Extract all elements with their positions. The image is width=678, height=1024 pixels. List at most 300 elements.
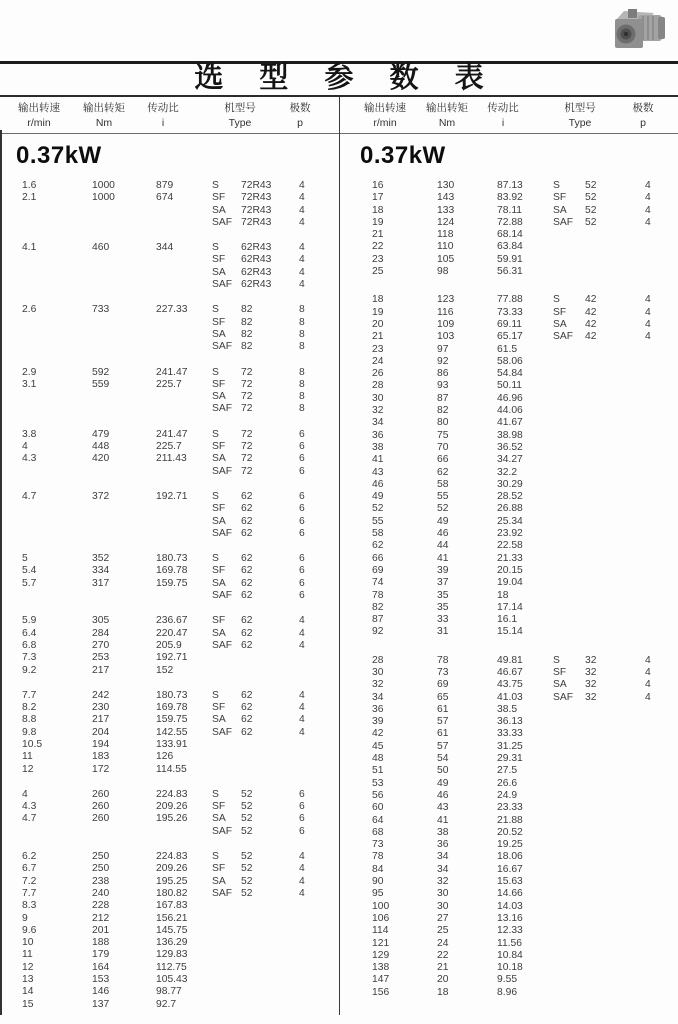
ratio-cell: 133.91: [156, 738, 188, 750]
header-speed-left: [4, 101, 74, 131]
speed-cell: 8.2: [22, 702, 37, 714]
torque-cell: 270: [92, 639, 110, 651]
ratio-cell: 205.9: [156, 639, 182, 651]
poles-cell: 4: [299, 714, 305, 726]
ratio-cell: 16.1: [497, 614, 518, 626]
model-size-cell: 62: [241, 577, 253, 589]
table-row: [340, 577, 678, 589]
header-poles-unit: p: [640, 117, 646, 129]
torque-cell: 43: [437, 802, 449, 814]
poles-cell: 8: [299, 316, 305, 328]
data-block: [0, 851, 339, 1011]
page-title: 选 型 参 数 表: [194, 62, 498, 94]
model-prefix-cell: SAF: [212, 216, 233, 228]
speed-cell: 69: [372, 564, 384, 576]
table-row: [0, 242, 339, 254]
model-size-cell: 32: [585, 666, 597, 678]
model-prefix-cell: SA: [212, 391, 226, 403]
torque-cell: 18: [437, 986, 449, 998]
table-row: [340, 839, 678, 851]
torque-cell: 242: [92, 689, 110, 701]
torque-cell: 46: [437, 789, 449, 801]
torque-cell: 54: [437, 753, 449, 765]
speed-cell: 78: [372, 851, 384, 863]
speed-cell: 53: [372, 777, 384, 789]
table-row: [0, 640, 339, 652]
header-speed-right: [350, 101, 420, 131]
speed-cell: 1.6: [22, 180, 37, 191]
table-row: [340, 241, 678, 253]
model-prefix-cell: S: [553, 294, 560, 306]
torque-cell: 41: [437, 552, 449, 564]
model-size-cell: 72: [241, 465, 253, 477]
speed-cell: 46: [372, 478, 384, 490]
ratio-cell: 54.84: [497, 368, 523, 380]
ratio-cell: 77.88: [497, 294, 523, 306]
torque-cell: 31: [437, 626, 449, 638]
torque-cell: 305: [92, 615, 110, 627]
table-row: [340, 467, 678, 479]
model-prefix-cell: SF: [212, 254, 226, 266]
ratio-cell: 29.31: [497, 753, 523, 765]
speed-cell: 32: [372, 679, 384, 691]
poles-cell: 4: [299, 639, 305, 651]
speed-cell: 73: [372, 839, 384, 851]
torque-cell: 92: [437, 355, 449, 367]
speed-cell: 21: [372, 331, 384, 343]
ratio-cell: 31.25: [497, 740, 523, 752]
model-size-cell: 52: [241, 851, 253, 863]
table-row: [340, 553, 678, 565]
table-row: [340, 540, 678, 552]
table-row: [340, 938, 678, 950]
header-speed-unit: r/min: [373, 117, 397, 129]
data-block: [0, 615, 339, 676]
torque-cell: 57: [437, 740, 449, 752]
speed-cell: 121: [372, 937, 390, 949]
model-size-cell: 52: [585, 216, 597, 228]
poles-cell: 4: [299, 279, 305, 291]
ratio-cell: 49.81: [497, 654, 523, 666]
poles-cell: 6: [299, 590, 305, 602]
table-row: [0, 764, 339, 776]
ratio-cell: 145.75: [156, 924, 188, 936]
torque-cell: 20: [437, 974, 449, 986]
model-size-cell: 62: [241, 689, 253, 701]
table-row: [340, 368, 678, 380]
ratio-cell: 38.98: [497, 429, 523, 441]
model-prefix-cell: S: [212, 851, 219, 863]
ratio-cell: 10.18: [497, 962, 523, 974]
header-ratio-left: [128, 101, 198, 131]
model-size-cell: 62R43: [241, 266, 272, 278]
speed-cell: 11: [22, 751, 33, 763]
model-prefix-cell: SF: [553, 192, 567, 204]
model-size-cell: 62: [241, 615, 253, 627]
torque-cell: 30: [437, 900, 449, 912]
speed-cell: 30: [372, 666, 384, 678]
torque-cell: 110: [437, 241, 454, 253]
torque-cell: 86: [437, 368, 449, 380]
header-model-label: 机型号: [224, 102, 256, 114]
torque-cell: 137: [92, 998, 110, 1010]
table-row: [340, 851, 678, 863]
table-row: [340, 602, 678, 614]
torque-cell: 37: [437, 577, 449, 589]
speed-cell: 3.8: [22, 428, 37, 440]
speed-cell: 4.1: [22, 242, 37, 254]
ratio-cell: 192.71: [156, 490, 188, 502]
ratio-cell: 180.82: [156, 887, 188, 899]
table-row: [340, 356, 678, 368]
speed-cell: 15: [22, 998, 34, 1010]
table-row: [0, 751, 339, 763]
table-row: [0, 516, 339, 528]
table-row: [0, 429, 339, 441]
table-row: [340, 614, 678, 626]
speed-cell: 138: [372, 962, 390, 974]
torque-cell: 1000: [92, 192, 115, 204]
speed-cell: 156: [372, 986, 390, 998]
speed-cell: 34: [372, 417, 384, 429]
model-prefix-cell: SA: [553, 679, 567, 691]
speed-cell: 7.2: [22, 875, 37, 887]
ratio-cell: 180.73: [156, 553, 188, 565]
torque-cell: 38: [437, 826, 449, 838]
table-row: [0, 180, 339, 192]
data-block: [340, 180, 678, 278]
speed-cell: 100: [372, 900, 390, 912]
ratio-cell: 25.34: [497, 515, 523, 527]
model-size-cell: 62: [241, 490, 253, 502]
table-row: [0, 441, 339, 453]
table-row: [0, 925, 339, 937]
poles-cell: 4: [299, 689, 305, 701]
model-prefix-cell: SAF: [212, 341, 233, 353]
model-size-cell: 82: [241, 328, 253, 340]
model-size-cell: 62R43: [241, 242, 272, 254]
header-torque-unit: Nm: [438, 117, 456, 129]
speed-cell: 55: [372, 515, 384, 527]
table-row: [340, 319, 678, 331]
ratio-cell: 241.47: [156, 366, 188, 378]
table-row: [0, 615, 339, 627]
model-prefix-cell: S: [553, 654, 560, 666]
table-body-right: [340, 180, 678, 999]
speed-cell: 7.3: [22, 652, 37, 664]
ratio-cell: 36.52: [497, 441, 523, 453]
torque-cell: 260: [92, 813, 110, 825]
table-row: [0, 367, 339, 379]
table-row: [340, 192, 678, 204]
header-model-unit: Type: [568, 117, 592, 129]
torque-cell: 479: [92, 428, 110, 440]
poles-cell: 4: [299, 627, 305, 639]
model-prefix-cell: SF: [553, 306, 567, 318]
poles-cell: 4: [299, 875, 305, 887]
speed-cell: 78: [372, 589, 384, 601]
speed-cell: 10: [22, 937, 34, 949]
table-row: [340, 741, 678, 753]
torque-cell: 420: [92, 453, 110, 465]
ratio-cell: 28.52: [497, 491, 523, 503]
torque-cell: 55: [437, 491, 449, 503]
model-size-cell: 72R43: [241, 216, 272, 228]
model-prefix-cell: SAF: [212, 527, 233, 539]
ratio-cell: 21.88: [497, 814, 523, 826]
table-row: [0, 739, 339, 751]
table-row: [0, 665, 339, 677]
torque-cell: 118: [437, 229, 454, 241]
model-prefix-cell: SF: [212, 801, 226, 813]
ratio-cell: 16.67: [497, 863, 523, 875]
poles-cell: 6: [299, 577, 305, 589]
ratio-cell: 18: [497, 589, 509, 601]
poles-cell: 8: [299, 304, 305, 316]
model-prefix-cell: SA: [553, 318, 567, 330]
table-row: [0, 553, 339, 565]
data-block: [340, 655, 678, 999]
speed-cell: 49: [372, 491, 384, 503]
model-size-cell: 62: [241, 639, 253, 651]
header-poles-right: [608, 101, 678, 131]
power-rating-heading: 0.37kW: [16, 142, 102, 169]
speed-cell: 4.3: [22, 801, 37, 813]
torque-cell: 58: [437, 478, 449, 490]
ratio-cell: 195.25: [156, 875, 188, 887]
model-size-cell: 32: [585, 691, 597, 703]
header-poles-label: 极数: [289, 102, 311, 114]
model-prefix-cell: SAF: [553, 331, 574, 343]
speed-cell: 8.8: [22, 714, 37, 726]
table-row: [0, 900, 339, 912]
model-size-cell: 42: [585, 294, 597, 306]
table-row: [340, 254, 678, 266]
table-row: [0, 403, 339, 415]
torque-cell: 62: [437, 466, 449, 478]
torque-cell: 212: [92, 912, 110, 924]
table-row: [0, 937, 339, 949]
model-prefix-cell: S: [212, 304, 219, 316]
ratio-cell: 38.5: [497, 703, 518, 715]
table-row: [0, 565, 339, 577]
speed-cell: 129: [372, 949, 390, 961]
table-row: [0, 813, 339, 825]
ratio-cell: 8.96: [497, 986, 518, 998]
speed-cell: 114: [372, 925, 389, 937]
ratio-cell: 14.03: [497, 900, 523, 912]
table-row: [340, 180, 678, 192]
ratio-cell: 22.58: [497, 540, 523, 552]
table-row: [0, 304, 339, 316]
torque-cell: 164: [92, 961, 110, 973]
torque-cell: 260: [92, 788, 110, 800]
model-size-cell: 72R43: [241, 192, 272, 204]
table-row: [0, 317, 339, 329]
table-row: [340, 925, 678, 937]
speed-cell: 19: [372, 306, 384, 318]
torque-cell: 35: [437, 601, 449, 613]
model-size-cell: 52: [241, 875, 253, 887]
torque-cell: 133: [437, 204, 455, 216]
speed-cell: 12: [22, 961, 34, 973]
ratio-cell: 209.26: [156, 863, 188, 875]
table-row: [340, 491, 678, 503]
ratio-cell: 209.26: [156, 801, 188, 813]
speed-cell: 84: [372, 863, 384, 875]
ratio-cell: 136.29: [156, 937, 188, 949]
table-row: [340, 655, 678, 667]
model-size-cell: 52: [241, 887, 253, 899]
power-rating-heading: 0.37kW: [360, 142, 446, 169]
poles-cell: 4: [299, 851, 305, 863]
data-block: [0, 180, 339, 229]
poles-cell: 4: [645, 306, 651, 318]
table-row: [340, 864, 678, 876]
model-prefix-cell: SA: [212, 266, 226, 278]
ratio-cell: 195.26: [156, 813, 188, 825]
table-row: [340, 565, 678, 577]
poles-cell: 8: [299, 378, 305, 390]
torque-cell: 65: [437, 691, 449, 703]
speed-cell: 10.5: [22, 738, 43, 750]
ratio-cell: 169.78: [156, 702, 188, 714]
poles-cell: 4: [645, 331, 651, 343]
speed-cell: 87: [372, 614, 384, 626]
poles-cell: 4: [645, 691, 651, 703]
poles-cell: 6: [299, 788, 305, 800]
poles-cell: 4: [645, 679, 651, 691]
gearmotor-photo: [608, 4, 670, 58]
ratio-cell: 26.6: [497, 777, 518, 789]
table-row: [340, 974, 678, 986]
torque-cell: 317: [92, 577, 110, 589]
table-row: [340, 205, 678, 217]
poles-cell: 4: [299, 242, 305, 254]
speed-cell: 14: [22, 986, 34, 998]
ratio-cell: 10.84: [497, 949, 523, 961]
model-size-cell: 62: [241, 515, 253, 527]
speed-cell: 32: [372, 405, 384, 417]
header-torque-label: 输出转矩: [83, 102, 125, 114]
poles-cell: 4: [645, 654, 651, 666]
speed-cell: 12: [22, 763, 34, 775]
speed-cell: 4.7: [22, 490, 37, 502]
model-prefix-cell: SA: [212, 714, 226, 726]
poles-cell: 6: [299, 825, 305, 837]
ratio-cell: 105.43: [156, 974, 188, 986]
speed-cell: 45: [372, 740, 384, 752]
poles-cell: 4: [299, 615, 305, 627]
poles-cell: 6: [299, 490, 305, 502]
model-prefix-cell: SA: [212, 875, 226, 887]
speed-cell: 60: [372, 802, 384, 814]
torque-cell: 109: [437, 318, 455, 330]
ratio-cell: 220.47: [156, 627, 188, 639]
ratio-cell: 69.11: [497, 318, 523, 330]
poles-cell: 4: [645, 204, 651, 216]
ratio-cell: 23.33: [497, 802, 523, 814]
speed-cell: 42: [372, 728, 384, 740]
model-size-cell: 62: [241, 503, 253, 515]
model-prefix-cell: SAF: [212, 639, 233, 651]
model-prefix-cell: SAF: [212, 726, 233, 738]
header-speed-label: 输出转速: [18, 102, 60, 114]
table-row: [0, 652, 339, 664]
table-row: [340, 626, 678, 638]
torque-cell: 24: [437, 937, 449, 949]
poles-cell: 4: [299, 726, 305, 738]
torque-cell: 75: [437, 429, 449, 441]
ratio-cell: 13.16: [497, 912, 523, 924]
model-size-cell: 52: [585, 180, 597, 191]
torque-cell: 238: [92, 875, 110, 887]
poles-cell: 6: [299, 515, 305, 527]
table-row: [0, 590, 339, 602]
table-row: [0, 974, 339, 986]
ratio-cell: 83.92: [497, 192, 523, 204]
model-size-cell: 72R43: [241, 180, 272, 191]
speed-cell: 6.2: [22, 851, 37, 863]
torque-cell: 49: [437, 515, 449, 527]
ratio-cell: 114.55: [156, 763, 187, 775]
speed-cell: 68: [372, 826, 384, 838]
speed-cell: 6.7: [22, 863, 37, 875]
speed-cell: 28: [372, 654, 384, 666]
ratio-cell: 17.14: [497, 601, 523, 613]
table-row: [0, 949, 339, 961]
torque-cell: 188: [92, 937, 110, 949]
speed-cell: 38: [372, 441, 384, 453]
torque-cell: 592: [92, 366, 110, 378]
torque-cell: 124: [437, 216, 455, 228]
table-row: [340, 704, 678, 716]
ratio-cell: 30.29: [497, 478, 523, 490]
model-prefix-cell: SAF: [553, 216, 574, 228]
speed-cell: 74: [372, 577, 384, 589]
poles-cell: 4: [299, 266, 305, 278]
ratio-cell: 19.25: [497, 839, 523, 851]
torque-cell: 103: [437, 331, 455, 343]
poles-cell: 4: [299, 887, 305, 899]
model-prefix-cell: S: [212, 553, 219, 565]
ratio-cell: 27.5: [497, 765, 518, 777]
model-size-cell: 52: [585, 192, 597, 204]
poles-cell: 4: [299, 702, 305, 714]
table-row: [340, 679, 678, 691]
table-row: [0, 702, 339, 714]
header-ratio-right: [468, 101, 538, 131]
speed-cell: 43: [372, 466, 384, 478]
header-speed-unit: r/min: [27, 117, 51, 129]
poles-cell: 4: [645, 318, 651, 330]
speed-cell: 39: [372, 716, 384, 728]
ratio-cell: 14.66: [497, 888, 523, 900]
ratio-cell: 41.03: [497, 691, 523, 703]
model-size-cell: 42: [585, 331, 597, 343]
ratio-cell: 44.06: [497, 405, 523, 417]
table-row: [0, 578, 339, 590]
torque-cell: 52: [437, 503, 449, 515]
table-row: [0, 379, 339, 391]
ratio-cell: 78.11: [497, 204, 523, 216]
speed-cell: 19: [372, 216, 384, 228]
table-row: [0, 254, 339, 266]
poles-cell: 6: [299, 428, 305, 440]
torque-cell: 230: [92, 702, 110, 714]
table-row: [0, 491, 339, 503]
poles-cell: 6: [299, 465, 305, 477]
